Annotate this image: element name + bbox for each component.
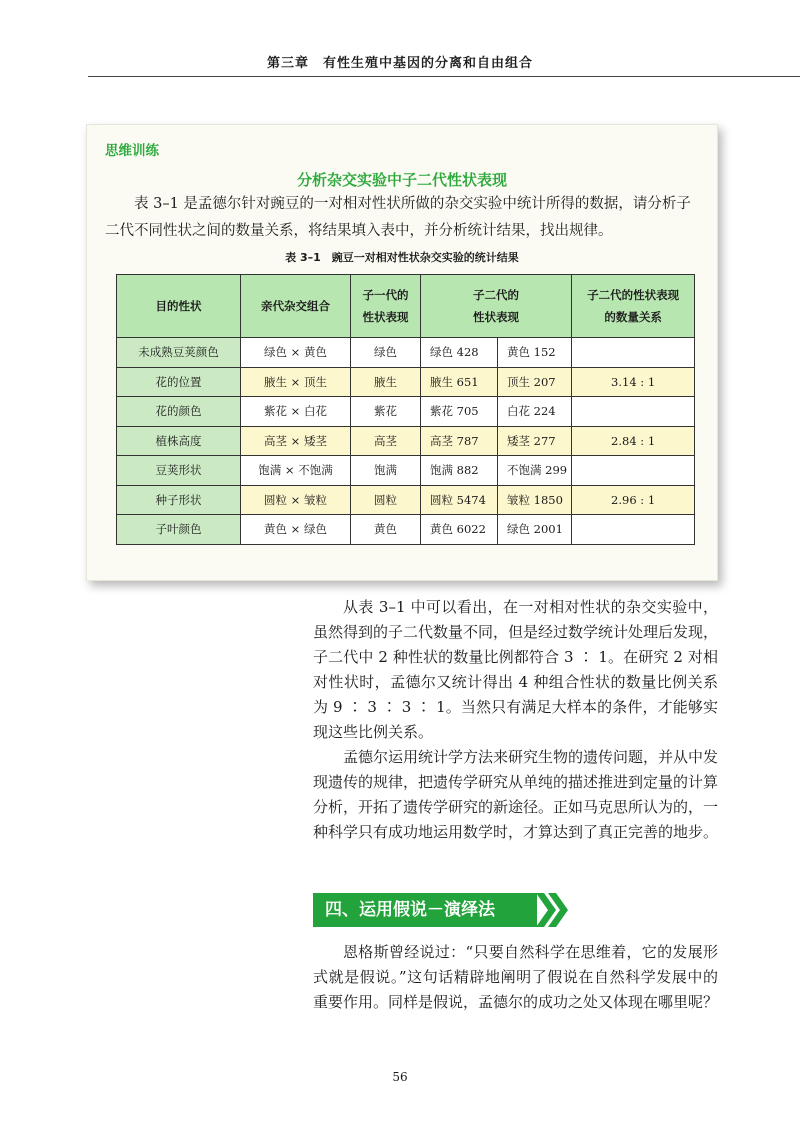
box-title: 分析杂交实验中子二代性状表现 bbox=[296, 171, 507, 189]
section-heading: 四、运用假说－演绎法 bbox=[313, 893, 537, 927]
header-f1-line2: 性状表现 bbox=[362, 310, 409, 324]
trait-cell: 豆荚形状 bbox=[117, 456, 241, 486]
table-row bbox=[117, 338, 695, 368]
header-f1-line1: 子一代的 bbox=[362, 288, 409, 302]
table-caption: 表 3–1 豌豆一对相对性状杂交实验的统计结果 bbox=[285, 251, 519, 264]
cross-cell: 紫花 × 白花 bbox=[241, 397, 351, 427]
ratio-cell bbox=[572, 456, 695, 486]
f2-recessive-cell: 矮茎 277 bbox=[498, 426, 572, 456]
f1-cell: 腋生 bbox=[351, 367, 421, 397]
cross-cell: 黄色 × 绿色 bbox=[241, 515, 351, 545]
trait-cell: 花的位置 bbox=[117, 367, 241, 397]
header-ratio-line2: 的数量关系 bbox=[604, 310, 662, 324]
section-four-paragraph: 恩格斯曾经说过：“只要自然科学在思维着，它的发展形式就是假说。”这句话精辟地阐明了假说在自然科学发展中的重要作用。同样是假说，孟德尔的成功之处又体现在哪里呢？ bbox=[313, 943, 719, 1011]
f2-recessive-cell: 黄色 152 bbox=[498, 338, 572, 368]
f2-dominant-cell: 绿色 428 bbox=[421, 338, 498, 368]
header-ratio bbox=[572, 275, 695, 338]
f2-dominant-cell: 高茎 787 bbox=[421, 426, 498, 456]
ratio-cell bbox=[572, 515, 695, 545]
ratio-cell bbox=[572, 397, 695, 427]
header-ratio-line1: 子二代的性状表现 bbox=[587, 288, 680, 302]
f2-recessive-cell: 绿色 2001 bbox=[498, 515, 572, 545]
header-f1 bbox=[351, 275, 421, 338]
header-f2-line2: 性状表现 bbox=[473, 310, 520, 324]
table-row bbox=[117, 456, 695, 486]
header-f2 bbox=[421, 275, 572, 338]
f1-cell: 饱满 bbox=[351, 456, 421, 486]
f2-dominant-cell: 黄色 6022 bbox=[421, 515, 498, 545]
trait-cell: 植株高度 bbox=[117, 426, 241, 456]
f2-recessive-cell: 白花 224 bbox=[498, 397, 572, 427]
f1-cell: 黄色 bbox=[351, 515, 421, 545]
f1-cell: 圆粒 bbox=[351, 485, 421, 515]
header-rule bbox=[88, 76, 800, 77]
ratio-cell bbox=[572, 338, 695, 368]
f2-dominant-cell: 圆粒 5474 bbox=[421, 485, 498, 515]
chapter-header: 第三章 有性生殖中基因的分离和自由组合 bbox=[266, 56, 533, 71]
cross-cell: 腋生 × 顶生 bbox=[241, 367, 351, 397]
table-row bbox=[117, 515, 695, 545]
thinking-training-box bbox=[86, 124, 718, 581]
cross-cell: 圆粒 × 皱粒 bbox=[241, 485, 351, 515]
trait-cell: 子叶颜色 bbox=[117, 515, 241, 545]
chevron-double-right-icon bbox=[536, 893, 570, 927]
box-paragraph: 表 3–1 是孟德尔针对豌豆的一对相对性状所做的杂交实验中统计所得的数据，请分析子二代不同性状之间的数量关系，将结果填入表中，并分析统计结果，找出规律。 bbox=[105, 196, 691, 239]
f1-cell: 紫花 bbox=[351, 397, 421, 427]
f2-dominant-cell: 饱满 882 bbox=[421, 456, 498, 486]
f1-cell: 绿色 bbox=[351, 338, 421, 368]
f1-cell: 高茎 bbox=[351, 426, 421, 456]
table-row bbox=[117, 397, 695, 427]
table-header-row bbox=[117, 275, 695, 338]
header-f2-line1: 子二代的 bbox=[473, 288, 520, 302]
table-row bbox=[117, 485, 695, 515]
f2-dominant-cell: 腋生 651 bbox=[421, 367, 498, 397]
cross-cell: 饱满 × 不饱满 bbox=[241, 456, 351, 486]
body-text bbox=[313, 595, 718, 845]
cross-cell: 绿色 × 黄色 bbox=[241, 338, 351, 368]
trait-cell: 花的颜色 bbox=[117, 397, 241, 427]
ratio-cell: 3.14 : 1 bbox=[572, 367, 695, 397]
table-row bbox=[117, 426, 695, 456]
header-parents: 亲代杂交组合 bbox=[241, 275, 351, 338]
page-number: 56 bbox=[392, 1070, 408, 1084]
body-paragraph-2: 孟德尔运用统计学方法来研究生物的遗传问题，并从中发现遗传的规律，把遗传学研究从单纯的描述推进到定量的计算分析，开拓了遗传学研究的新途径。正如马克思所认为的，一种科学只有成功地运用数学时，才算达到了真正完善的地步。 bbox=[313, 748, 719, 841]
ratio-cell: 2.96 : 1 bbox=[572, 485, 695, 515]
f2-recessive-cell: 顶生 207 bbox=[498, 367, 572, 397]
body-paragraph-1: 从表 3–1 中可以看出，在一对相对性状的杂交实验中，虽然得到的子二代数量不同，但是经过数学统计处理后发现，子二代中 2 种性状的数量比例都符合 3 ∶ 1。在研究 2 对相对性状时，孟德尔又统计得出 4 种组合性状的数量比例关系为 9 ∶ 3 ∶ 3 ∶ 1。当然只有满足大样本的条件，才能够实现这些比例关系。 bbox=[313, 598, 719, 741]
f2-recessive-cell: 皱粒 1850 bbox=[498, 485, 572, 515]
box-tag: 思维训练 bbox=[105, 143, 159, 159]
ratio-cell: 2.84 : 1 bbox=[572, 426, 695, 456]
header-trait: 目的性状 bbox=[117, 275, 241, 338]
f2-recessive-cell: 不饱满 299 bbox=[498, 456, 572, 486]
trait-cell: 未成熟豆荚颜色 bbox=[117, 338, 241, 368]
table-row bbox=[117, 367, 695, 397]
body-text-section-four bbox=[313, 940, 718, 1015]
statistics-table bbox=[116, 274, 695, 545]
cross-cell: 高茎 × 矮茎 bbox=[241, 426, 351, 456]
trait-cell: 种子形状 bbox=[117, 485, 241, 515]
f2-dominant-cell: 紫花 705 bbox=[421, 397, 498, 427]
